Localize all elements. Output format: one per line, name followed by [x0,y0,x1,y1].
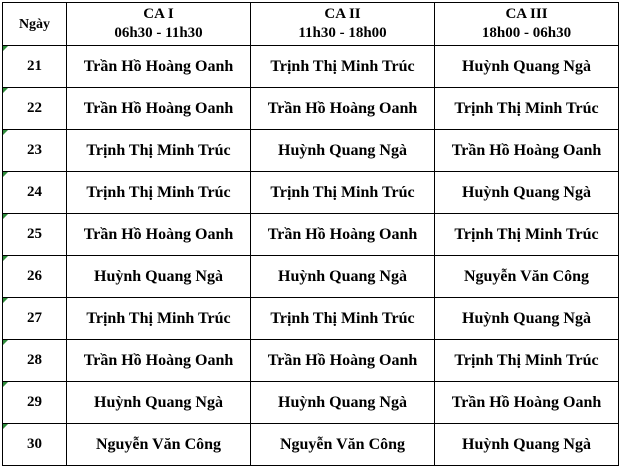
shift-schedule-table [2,2,619,466]
ca1-cell: Nguyễn Văn Công [67,424,251,466]
table-row [3,46,619,88]
ca2-cell: Trần Hồ Hoàng Oanh [251,214,435,256]
day-cell: 27 [3,298,67,340]
day-cell: 29 [3,382,67,424]
shift-header-ca2 [251,3,435,46]
header-row [3,3,619,46]
table-row [3,256,619,298]
shift-header-ca3 [435,3,619,46]
table-row [3,130,619,172]
ca1-cell: Trần Hồ Hoàng Oanh [67,46,251,88]
ca2-cell: Trần Hồ Hoàng Oanh [251,340,435,382]
ca2-cell: Trịnh Thị Minh Trúc [251,298,435,340]
ca3-cell: Trần Hồ Hoàng Oanh [435,130,619,172]
ca3-cell: Huỳnh Quang Ngà [435,424,619,466]
ca2-cell: Huỳnh Quang Ngà [251,130,435,172]
ca1-cell: Trần Hồ Hoàng Oanh [67,88,251,130]
day-cell: 28 [3,340,67,382]
ca1-cell: Huỳnh Quang Ngà [67,256,251,298]
day-cell: 30 [3,424,67,466]
day-cell: 22 [3,88,67,130]
ca1-cell: Trịnh Thị Minh Trúc [67,298,251,340]
ca2-cell: Huỳnh Quang Ngà [251,256,435,298]
ca3-cell: Huỳnh Quang Ngà [435,46,619,88]
table-row [3,172,619,214]
ca1-cell: Trịnh Thị Minh Trúc [67,130,251,172]
shift-time: 11h30 - 18h00 [298,25,387,41]
ca1-cell: Trần Hồ Hoàng Oanh [67,340,251,382]
ca3-cell: Trịnh Thị Minh Trúc [435,340,619,382]
shift-header-ca1 [67,3,251,46]
ca3-cell: Nguyễn Văn Công [435,256,619,298]
ca2-cell: Nguyễn Văn Công [251,424,435,466]
day-cell: 26 [3,256,67,298]
day-cell: 25 [3,214,67,256]
ca3-cell: Huỳnh Quang Ngà [435,172,619,214]
ca2-cell: Trần Hồ Hoàng Oanh [251,88,435,130]
shift-name: CA II [324,6,361,22]
day-cell: 21 [3,46,67,88]
ca2-cell: Trịnh Thị Minh Trúc [251,46,435,88]
table-row [3,298,619,340]
day-cell: 23 [3,130,67,172]
table-row [3,88,619,130]
table-row [3,424,619,466]
ca1-cell: Trần Hồ Hoàng Oanh [67,214,251,256]
ca1-cell: Huỳnh Quang Ngà [67,382,251,424]
ca3-cell: Trịnh Thị Minh Trúc [435,214,619,256]
shift-name: CA I [143,6,174,22]
ca3-cell: Trịnh Thị Minh Trúc [435,88,619,130]
table-row [3,340,619,382]
shift-time: 06h30 - 11h30 [114,25,203,41]
day-cell: 24 [3,172,67,214]
table-row [3,382,619,424]
shift-time: 18h00 - 06h30 [481,25,572,41]
table-row [3,214,619,256]
day-column-header: Ngày [3,3,67,46]
shift-name: CA III [505,6,548,22]
ca2-cell: Huỳnh Quang Ngà [251,382,435,424]
ca2-cell: Trịnh Thị Minh Trúc [251,172,435,214]
ca1-cell: Trịnh Thị Minh Trúc [67,172,251,214]
ca3-cell: Huỳnh Quang Ngà [435,298,619,340]
ca3-cell: Trần Hồ Hoàng Oanh [435,382,619,424]
